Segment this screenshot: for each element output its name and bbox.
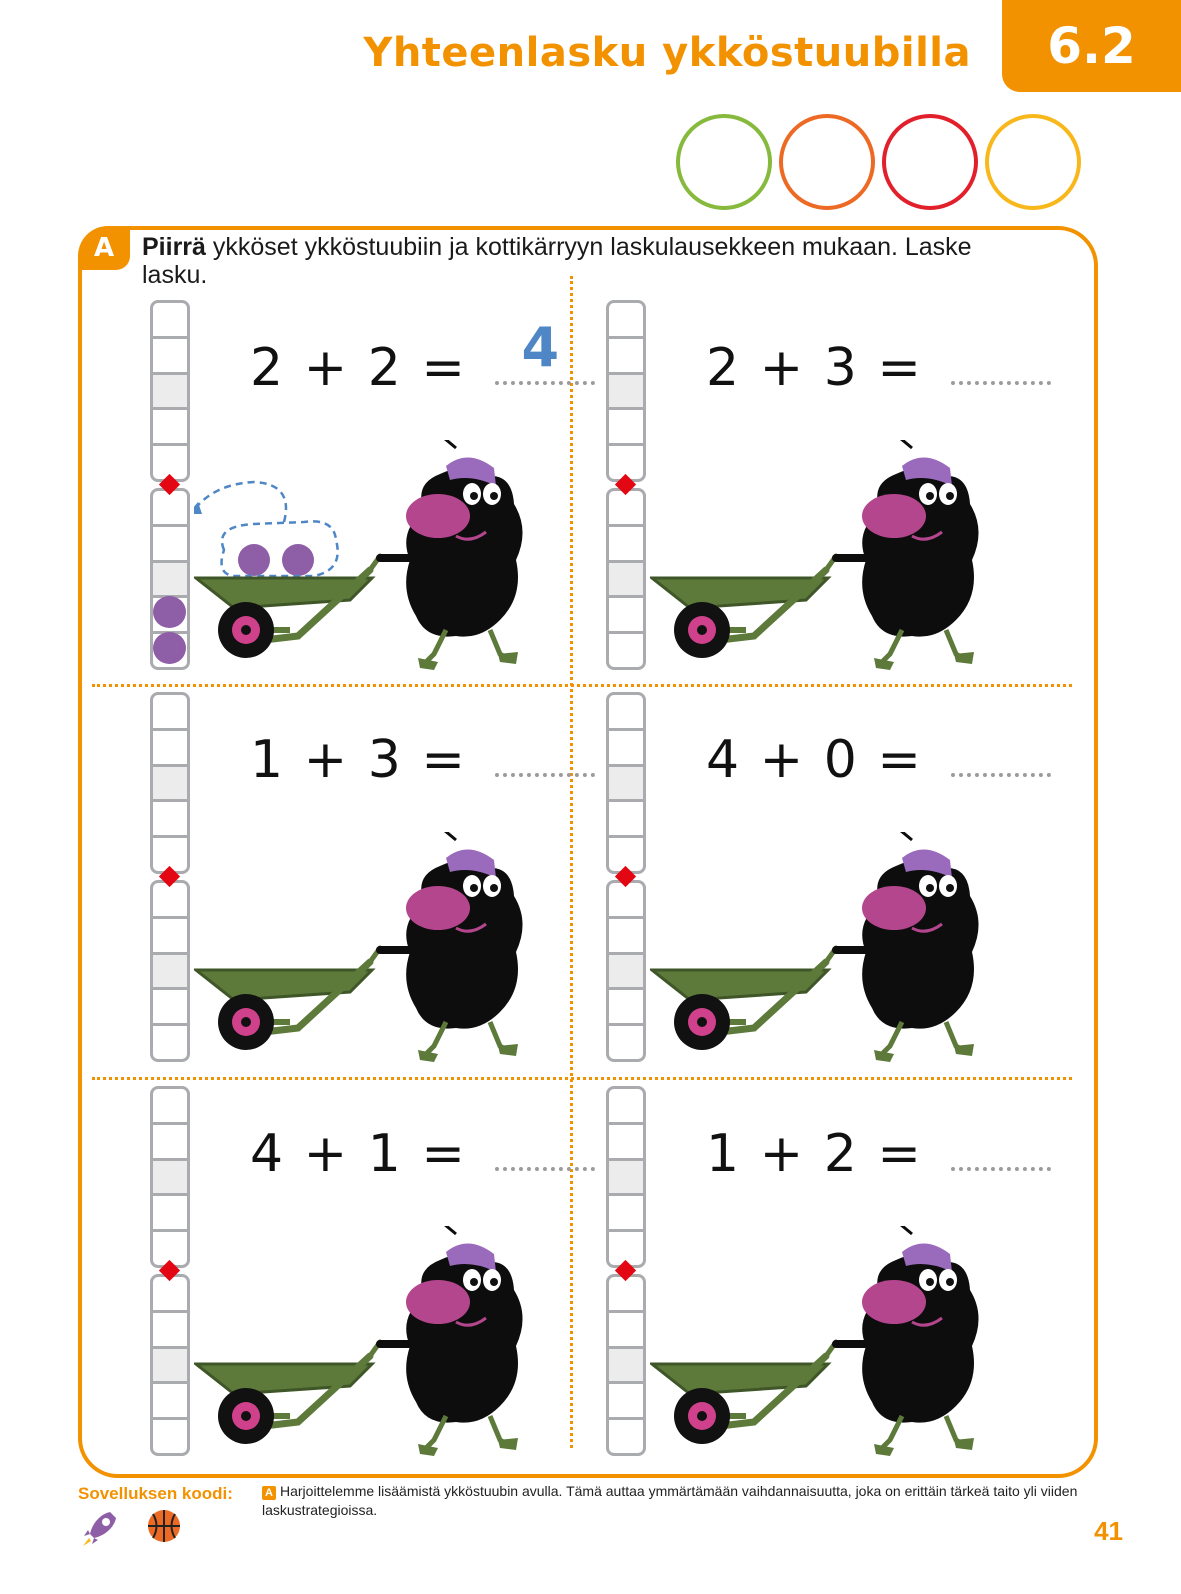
tube-slot[interactable] <box>153 1196 187 1232</box>
task-instruction <box>142 233 1022 289</box>
progress-circle-yellow[interactable] <box>985 114 1081 210</box>
tube-slot[interactable] <box>153 955 187 991</box>
tube-slot[interactable] <box>609 303 643 339</box>
equation <box>706 730 1051 790</box>
tube-slot[interactable] <box>609 1089 643 1125</box>
tube-slot[interactable] <box>609 802 643 838</box>
tube-upper <box>606 1086 646 1268</box>
wheelbarrow-creature-illustration <box>650 832 1070 1072</box>
equation-text: 2 + 2 = <box>250 338 467 398</box>
equation-text: 4 + 1 = <box>250 1124 467 1184</box>
tube-slot[interactable] <box>153 1161 187 1197</box>
exercise-cell <box>150 692 620 1072</box>
tube-slot[interactable] <box>153 491 187 527</box>
progress-circle-green[interactable] <box>676 114 772 210</box>
wheelbarrow-creature-illustration <box>194 832 614 1072</box>
unit-token <box>153 596 186 628</box>
tube-upper <box>150 300 190 482</box>
tube-lower <box>150 880 190 1062</box>
tube-slot[interactable] <box>609 634 643 667</box>
exercise-cell <box>150 300 620 680</box>
section-number: 6.2 <box>1002 0 1181 92</box>
horizontal-divider <box>92 1077 1072 1080</box>
instruction-text: ykköset ykköstuubiin ja kottikärryyn laskulausekkeen mukaan. Laske lasku. <box>142 233 972 289</box>
progress-circles <box>676 114 1081 210</box>
app-icons <box>80 1508 182 1548</box>
tube-lower <box>606 488 646 670</box>
instruction-bold: Piirrä <box>142 233 206 261</box>
tube-upper <box>150 1086 190 1268</box>
answer-line[interactable] <box>495 316 595 385</box>
app-code-label: Sovelluksen koodi: <box>78 1484 233 1503</box>
equation <box>250 730 595 790</box>
progress-circle-red[interactable] <box>882 114 978 210</box>
exercise-cell <box>606 692 1076 1072</box>
ones-tube[interactable] <box>606 1086 646 1458</box>
equation-text: 2 + 3 = <box>706 338 923 398</box>
answer-line[interactable] <box>951 341 1051 385</box>
tube-slot[interactable] <box>609 1125 643 1161</box>
tube-slot[interactable] <box>609 1161 643 1197</box>
basketball-icon[interactable] <box>146 1508 182 1544</box>
ones-tube[interactable] <box>606 692 646 1064</box>
exercise-cell <box>606 1086 1076 1466</box>
task-badge: A <box>78 226 130 270</box>
tube-slot[interactable] <box>153 1349 187 1385</box>
tube-slot[interactable] <box>153 883 187 919</box>
tube-slot[interactable] <box>609 695 643 731</box>
tube-slot[interactable] <box>609 410 643 446</box>
unit-token <box>153 632 186 664</box>
note-badge: A <box>262 1486 276 1500</box>
tube-slot[interactable] <box>609 598 643 634</box>
tube-slot[interactable] <box>153 1384 187 1420</box>
tube-slot[interactable] <box>153 1277 187 1313</box>
exercise-cell <box>150 1086 620 1466</box>
teacher-note <box>262 1482 1092 1520</box>
note-text: Harjoittelemme lisäämistä ykköstuubin avulla. Tämä auttaa ymmärtämään vaihdannaisuutta, joka on erittäin tärkeä taito yli viiden laskustrategioissa. <box>262 1483 1078 1518</box>
tube-slot[interactable] <box>609 731 643 767</box>
answer-value: 4 <box>521 316 562 379</box>
tube-slot[interactable] <box>609 1349 643 1385</box>
tube-slot[interactable] <box>153 990 187 1026</box>
equation <box>706 338 1051 398</box>
tube-slot[interactable] <box>609 527 643 563</box>
tube-slot[interactable] <box>609 1277 643 1313</box>
tube-lower <box>606 1274 646 1456</box>
progress-circle-orange[interactable] <box>779 114 875 210</box>
tube-slot[interactable] <box>153 695 187 731</box>
tube-slot[interactable] <box>609 1420 643 1453</box>
tube-slot[interactable] <box>153 1420 187 1453</box>
ones-tube[interactable] <box>150 1086 190 1458</box>
rocket-icon[interactable] <box>80 1508 120 1548</box>
tube-lower <box>150 1274 190 1456</box>
tube-slot[interactable] <box>153 767 187 803</box>
tube-slot[interactable] <box>609 1196 643 1232</box>
tube-slot[interactable] <box>609 919 643 955</box>
tube-slot[interactable] <box>153 375 187 411</box>
answer-line[interactable] <box>951 733 1051 777</box>
tube-slot[interactable] <box>153 1313 187 1349</box>
tube-lower <box>606 880 646 1062</box>
tube-slot[interactable] <box>609 990 643 1026</box>
ones-tube[interactable] <box>150 300 190 672</box>
tube-slot[interactable] <box>609 1384 643 1420</box>
tube-slot[interactable] <box>153 731 187 767</box>
tube-slot[interactable] <box>609 955 643 991</box>
tube-slot[interactable] <box>609 375 643 411</box>
tube-slot[interactable] <box>153 563 187 599</box>
answer-line[interactable] <box>495 733 595 777</box>
tube-slot[interactable] <box>153 527 187 563</box>
tube-upper <box>606 300 646 482</box>
equation-text: 1 + 2 = <box>706 1124 923 1184</box>
wheelbarrow-creature-illustration <box>194 440 614 680</box>
equation <box>706 1124 1051 1184</box>
tube-slot[interactable] <box>153 303 187 339</box>
tube-slot[interactable] <box>609 1313 643 1349</box>
tube-slot[interactable] <box>609 491 643 527</box>
tube-slot[interactable] <box>153 802 187 838</box>
page-title: Yhteenlasku ykköstuubilla <box>363 30 971 76</box>
tube-slot[interactable] <box>153 919 187 955</box>
tube-slot[interactable] <box>609 1026 643 1059</box>
tube-upper <box>150 692 190 874</box>
tube-slot[interactable] <box>609 767 643 803</box>
exercise-cell <box>606 300 1076 680</box>
ones-tube[interactable] <box>150 692 190 1064</box>
tube-slot[interactable] <box>153 1026 187 1059</box>
tube-slot[interactable] <box>609 339 643 375</box>
tube-slot[interactable] <box>609 563 643 599</box>
equation <box>250 316 595 398</box>
tube-slot[interactable] <box>609 883 643 919</box>
equation-text: 1 + 3 = <box>250 730 467 790</box>
wheelbarrow-creature-illustration <box>650 1226 1070 1466</box>
equation <box>250 1124 595 1184</box>
ones-tube[interactable] <box>606 300 646 672</box>
answer-line[interactable] <box>951 1127 1051 1171</box>
page-number: 41 <box>1094 1516 1123 1546</box>
answer-line[interactable] <box>495 1127 595 1171</box>
tube-slot[interactable] <box>153 1089 187 1125</box>
wheelbarrow-creature-illustration <box>650 440 1070 680</box>
tube-slot[interactable] <box>153 1125 187 1161</box>
tube-slot[interactable] <box>153 339 187 375</box>
horizontal-divider <box>92 684 1072 687</box>
wheelbarrow-creature-illustration <box>194 1226 614 1466</box>
tube-slot[interactable] <box>153 410 187 446</box>
tube-upper <box>606 692 646 874</box>
equation-text: 4 + 0 = <box>706 730 923 790</box>
